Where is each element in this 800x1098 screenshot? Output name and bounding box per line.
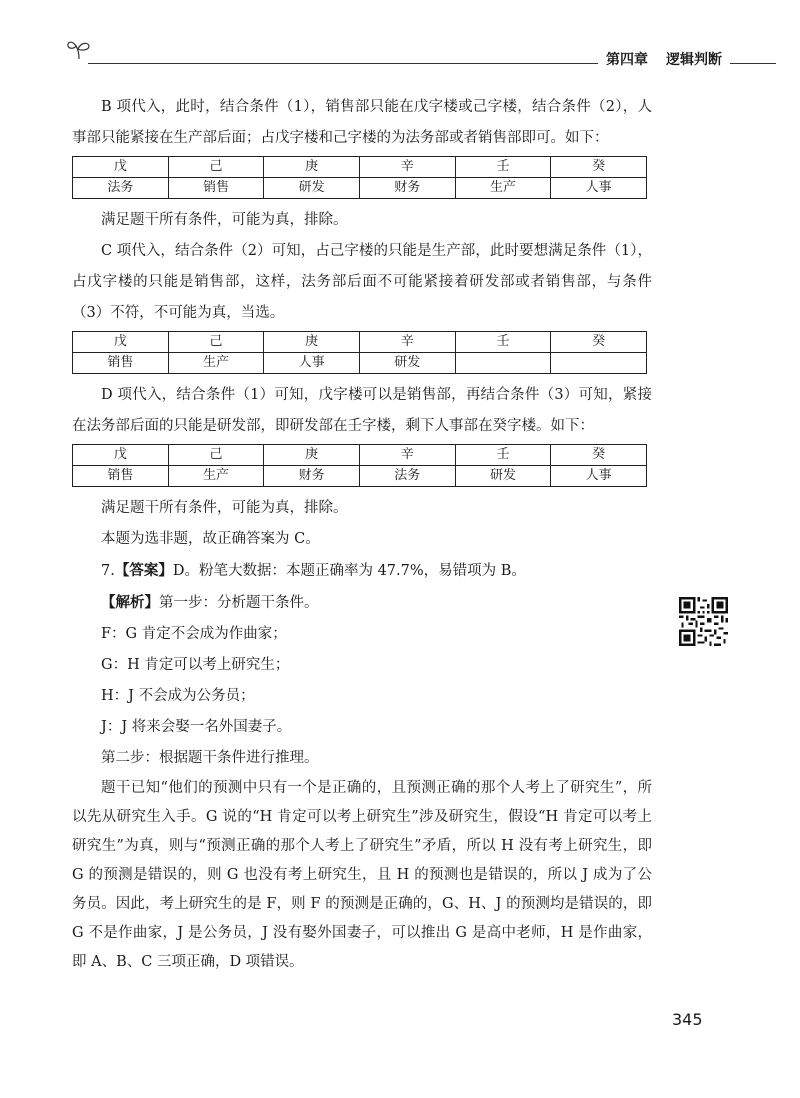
table-cell: 生产 — [168, 466, 264, 487]
table-cell: 戊 — [73, 332, 169, 353]
chapter-title — [606, 49, 722, 69]
answer-text: D。粉笔大数据：本题正确率为 47.7%，易错项为 B。 — [172, 563, 526, 579]
option-d-paragraph: D 项代入，结合条件（1）可知，戊字楼可以是销售部，再结合条件（3）可知，紧接在法务部后面的只能是研发部，即研发部在壬字楼，剩下人事部在癸字楼。如下： — [72, 387, 652, 434]
table-cell: 辛 — [359, 332, 455, 353]
sprout-icon — [66, 38, 92, 60]
answer-label: 【答案】 — [114, 562, 173, 579]
table-cell: 庚 — [264, 332, 360, 353]
analysis-text: 第一步：分析题干条件。 — [159, 595, 319, 611]
table-cell: 壬 — [455, 445, 551, 466]
table-cell: 法务 — [359, 466, 455, 487]
table-cell: 辛 — [359, 445, 455, 466]
chapter-label: 第四章 — [606, 52, 648, 68]
question-number: 7. — [101, 563, 115, 579]
page-body — [72, 92, 652, 977]
table-cell: 戊 — [73, 157, 169, 178]
section-label: 逻辑判断 — [666, 52, 722, 68]
header-rule-left — [88, 63, 598, 64]
qr-code-icon[interactable] — [679, 597, 728, 646]
table-cell: 癸 — [551, 157, 647, 178]
table-header-row — [73, 332, 647, 353]
header-rule-right — [730, 63, 776, 64]
condition-item: G：H 肯定可以考上研究生； — [101, 657, 290, 673]
table-row — [73, 353, 647, 374]
analysis-line — [72, 587, 652, 619]
table-cell: 癸 — [551, 332, 647, 353]
table-cell: 己 — [168, 157, 264, 178]
condition-item: J：J 将来会娶一名外国妻子。 — [101, 719, 292, 735]
table-cell: 壬 — [455, 332, 551, 353]
table-cell: 人事 — [551, 178, 647, 199]
table-cell: 财务 — [264, 466, 360, 487]
table-cell: 己 — [168, 332, 264, 353]
table-cell: 人事 — [264, 353, 360, 374]
table-cell: 销售 — [168, 178, 264, 199]
table-cell: 己 — [168, 445, 264, 466]
table-cell: 人事 — [551, 466, 647, 487]
table-row — [73, 178, 647, 199]
table-cell: 庚 — [264, 445, 360, 466]
condition-item: H：J 不会成为公务员； — [101, 688, 255, 704]
answer-line — [72, 555, 652, 587]
analysis-label: 【解析】 — [101, 594, 159, 611]
table-header-row — [73, 157, 647, 178]
table-cell: 研发 — [264, 178, 360, 199]
table-cell: 销售 — [73, 353, 169, 374]
reasoning-paragraph: 题干已知“他们的预测中只有一个是正确的，且预测正确的那个人考上了研究生”，所以先从研究生入手。G 说的“H 肯定可以考上研究生”涉及研究生，假设“H 肯定可以考上研究生”为真，则与“预测正确的那个人考上了研究生”矛盾，所以 H 没有考上研究生，即 G 的预测是错误的，则 G 也没有考上研究生，且 H 的预测也是错误的，所以 J 成为了公务员。因此，考上研究生的是 F，则 F 的预测是正确的，G、H、J 的预测均是错误的，即 G 不是作曲家，J 是公务员，J 没有娶外国妻子，可以推出 G 是高中老师，H 是作曲家，即 A、B、C 三项正确，D 项错误。 — [72, 780, 652, 970]
option-b-paragraph: B 项代入，此时，结合条件（1），销售部只能在戊字楼或己字楼，结合条件（2），人事部只能紧接在生产部后面；占戊字楼和己字楼的为法务部或者销售部即可。如下： — [72, 99, 652, 146]
table-cell: 法务 — [73, 178, 169, 199]
table-cell: 戊 — [73, 445, 169, 466]
option-c-paragraph: C 项代入，结合条件（2）可知，占己字楼的只能是生产部，此时要想满足条件（1），占戊字楼的只能是销售部，这样，法务部后面不可能紧接着研发部或者销售部，与条件（3）不符，不可能为真，当选。 — [72, 243, 652, 321]
option-b-result: 满足题干所有条件，可能为真，排除。 — [101, 212, 348, 228]
option-d-table — [72, 444, 647, 487]
table-cell: 销售 — [73, 466, 169, 487]
table-header-row — [73, 445, 647, 466]
table-cell: 辛 — [359, 157, 455, 178]
conclusion-text: 本题为选非题，故正确答案为 C。 — [101, 531, 320, 547]
option-d-result: 满足题干所有条件，可能为真，排除。 — [101, 500, 348, 516]
table-cell: 庚 — [264, 157, 360, 178]
table-cell: 研发 — [455, 466, 551, 487]
condition-item: F：G 肯定不会成为作曲家； — [101, 626, 287, 642]
option-b-table — [72, 156, 647, 199]
option-c-table — [72, 331, 647, 374]
page-header — [66, 36, 776, 72]
table-cell: 壬 — [455, 157, 551, 178]
table-cell: 研发 — [359, 353, 455, 374]
table-cell: 财务 — [359, 178, 455, 199]
table-cell: 癸 — [551, 445, 647, 466]
page-number: 345 — [672, 1010, 703, 1029]
table-cell — [551, 353, 647, 374]
step-two-heading: 第二步：根据题干条件进行推理。 — [101, 750, 319, 766]
table-cell: 生产 — [455, 178, 551, 199]
table-cell — [455, 353, 551, 374]
table-cell: 生产 — [168, 353, 264, 374]
table-row — [73, 466, 647, 487]
